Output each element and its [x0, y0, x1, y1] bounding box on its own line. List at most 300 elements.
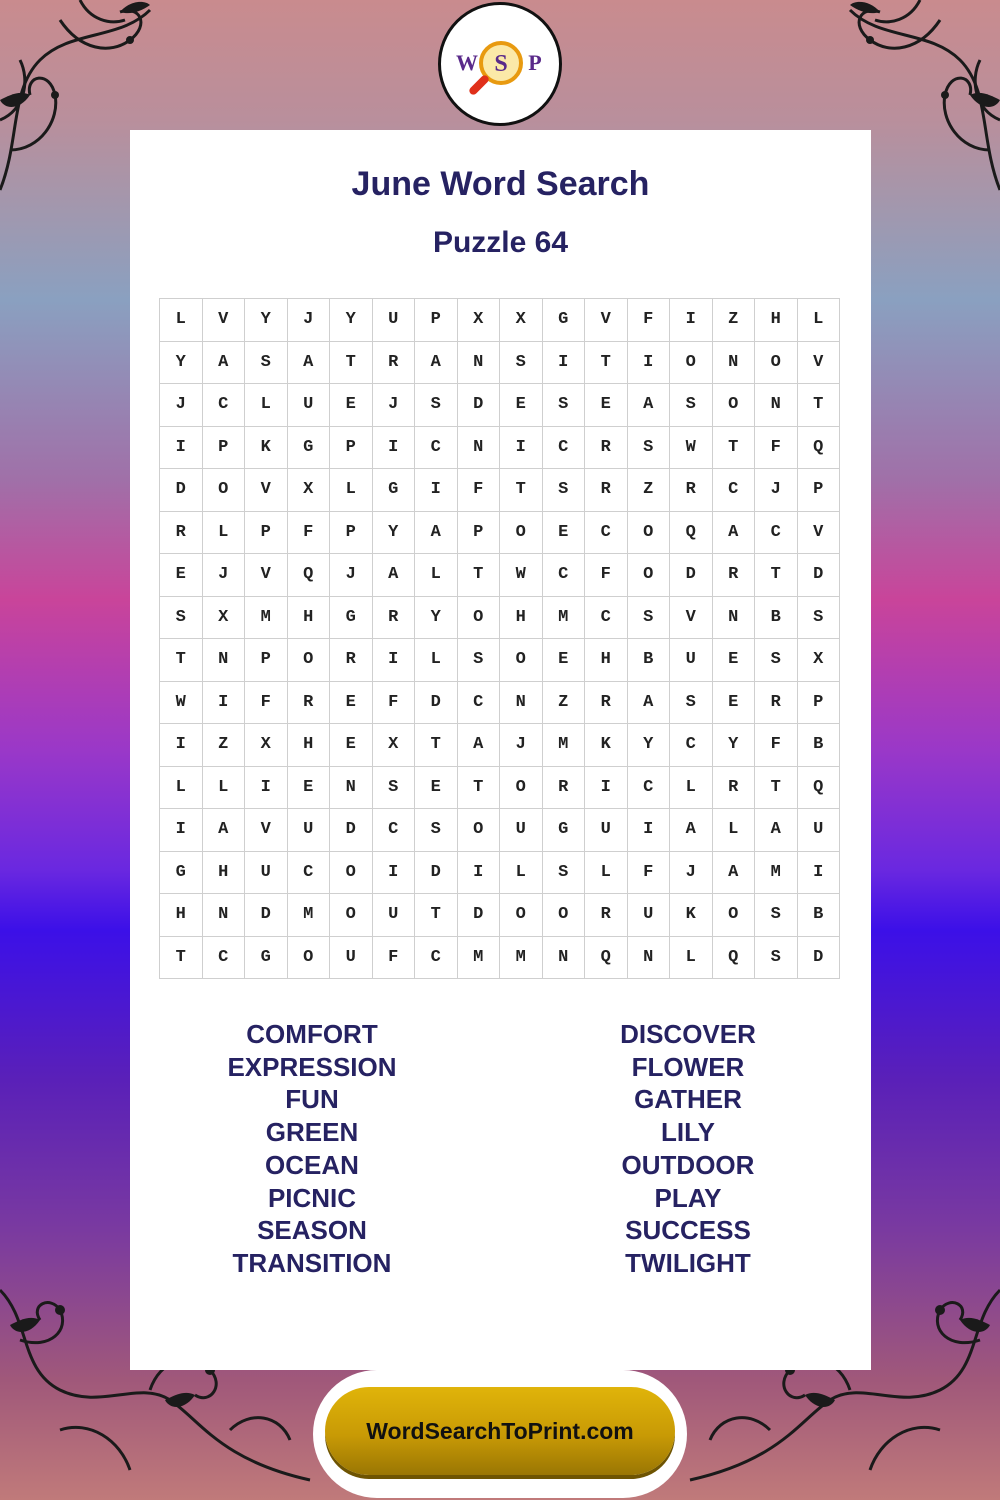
grid-cell[interactable]: I [202, 681, 245, 724]
word-item: LILY [661, 1117, 715, 1148]
grid-cell[interactable]: R [585, 681, 628, 724]
word-item: EXPRESSION [227, 1051, 397, 1082]
grid-cell[interactable]: U [287, 384, 330, 427]
grid-cell[interactable]: R [585, 426, 628, 469]
grid-cell[interactable]: W [670, 426, 713, 469]
grid-cell[interactable]: C [585, 511, 628, 554]
grid-cell[interactable]: L [500, 851, 543, 894]
word-item: FUN [285, 1084, 339, 1115]
grid-cell[interactable]: N [542, 936, 585, 979]
grid-cell[interactable]: S [755, 936, 798, 979]
word-item: SUCCESS [625, 1215, 751, 1246]
grid-cell[interactable]: H [287, 724, 330, 767]
grid-cell[interactable]: A [627, 384, 670, 427]
grid-cell[interactable]: D [457, 384, 500, 427]
grid-cell[interactable]: U [585, 809, 628, 852]
word-list-right [538, 1018, 838, 1280]
grid-cell[interactable]: O [330, 894, 373, 937]
grid-cell[interactable]: P [797, 681, 840, 724]
grid-row [160, 299, 840, 342]
grid-cell[interactable]: O [755, 341, 798, 384]
grid-row [160, 469, 840, 512]
grid-cell[interactable]: F [755, 724, 798, 767]
grid-cell[interactable]: U [797, 809, 840, 852]
grid-cell[interactable]: R [372, 596, 415, 639]
word-item: OUTDOOR [621, 1149, 755, 1180]
grid-cell[interactable]: W [500, 554, 543, 597]
grid-cell[interactable]: L [330, 469, 373, 512]
grid-cell[interactable]: X [500, 299, 543, 342]
grid-cell[interactable]: Z [712, 299, 755, 342]
grid-cell[interactable]: O [457, 596, 500, 639]
grid-cell[interactable]: L [202, 511, 245, 554]
grid-cell[interactable]: U [372, 299, 415, 342]
grid-cell[interactable]: M [245, 596, 288, 639]
grid-cell[interactable]: V [585, 299, 628, 342]
grid-cell[interactable]: T [755, 766, 798, 809]
grid-cell[interactable]: F [457, 469, 500, 512]
grid-cell[interactable]: S [542, 851, 585, 894]
grid-cell[interactable]: E [542, 639, 585, 682]
grid-cell[interactable]: S [670, 384, 713, 427]
grid-cell[interactable]: T [797, 384, 840, 427]
grid-cell[interactable]: M [542, 724, 585, 767]
grid-cell[interactable]: H [202, 851, 245, 894]
grid-cell[interactable]: X [245, 724, 288, 767]
grid-cell[interactable]: J [330, 554, 373, 597]
grid-row [160, 936, 840, 979]
magnifier-icon [441, 5, 559, 123]
grid-cell[interactable]: I [372, 426, 415, 469]
grid-cell[interactable]: X [457, 299, 500, 342]
grid-cell[interactable]: I [457, 851, 500, 894]
grid-cell[interactable]: S [627, 426, 670, 469]
grid-cell[interactable]: A [712, 511, 755, 554]
grid-cell[interactable]: C [372, 809, 415, 852]
grid-cell[interactable]: F [245, 681, 288, 724]
grid-cell[interactable]: Y [712, 724, 755, 767]
grid-cell[interactable]: C [415, 426, 458, 469]
grid-cell[interactable]: M [457, 936, 500, 979]
grid-cell[interactable]: T [712, 426, 755, 469]
grid-cell[interactable]: V [245, 554, 288, 597]
word-item: TWILIGHT [625, 1247, 751, 1278]
grid-cell[interactable]: G [287, 426, 330, 469]
grid-cell[interactable]: X [372, 724, 415, 767]
grid-cell[interactable]: P [330, 426, 373, 469]
site-url: WordSearchToPrint.com [366, 1417, 634, 1444]
grid-row [160, 511, 840, 554]
grid-cell[interactable]: F [755, 426, 798, 469]
grid-cell[interactable]: P [245, 639, 288, 682]
grid-cell[interactable]: I [500, 426, 543, 469]
grid-cell[interactable]: R [287, 681, 330, 724]
grid-cell[interactable]: H [160, 894, 203, 937]
grid-cell[interactable]: G [372, 469, 415, 512]
grid-cell[interactable]: O [712, 894, 755, 937]
grid-cell[interactable]: I [542, 341, 585, 384]
grid-cell[interactable]: U [670, 639, 713, 682]
grid-cell[interactable]: L [797, 299, 840, 342]
grid-cell[interactable]: E [712, 681, 755, 724]
grid-cell[interactable]: O [500, 766, 543, 809]
grid-cell[interactable]: P [330, 511, 373, 554]
grid-cell[interactable]: S [415, 384, 458, 427]
logo-letter-p: P [528, 50, 542, 75]
grid-cell[interactable]: F [627, 299, 670, 342]
grid-cell[interactable]: I [245, 766, 288, 809]
grid-cell[interactable]: I [627, 809, 670, 852]
grid-cell[interactable]: E [330, 724, 373, 767]
grid-cell[interactable]: O [712, 384, 755, 427]
grid-row [160, 894, 840, 937]
grid-cell[interactable]: T [585, 341, 628, 384]
word-item: PICNIC [267, 1182, 357, 1213]
puzzle-card [130, 130, 871, 1370]
grid-cell[interactable]: S [500, 341, 543, 384]
logo-letter-s: S [494, 51, 508, 77]
grid-cell[interactable]: L [160, 766, 203, 809]
grid-cell[interactable]: S [542, 384, 585, 427]
grid-cell[interactable]: D [670, 554, 713, 597]
grid-cell[interactable]: P [415, 299, 458, 342]
grid-cell[interactable]: R [160, 511, 203, 554]
grid-cell[interactable]: Q [712, 936, 755, 979]
grid-cell[interactable]: A [457, 724, 500, 767]
grid-cell[interactable]: S [627, 596, 670, 639]
grid-cell[interactable]: G [542, 299, 585, 342]
grid-cell[interactable]: C [202, 936, 245, 979]
grid-cell[interactable]: E [585, 384, 628, 427]
grid-cell[interactable]: C [542, 554, 585, 597]
grid-cell[interactable]: G [330, 596, 373, 639]
grid-cell[interactable]: L [712, 809, 755, 852]
site-badge [313, 1370, 687, 1498]
grid-cell[interactable]: R [712, 554, 755, 597]
grid-cell[interactable]: Y [245, 299, 288, 342]
word-item: COMFORT [246, 1019, 378, 1049]
grid-cell[interactable]: J [755, 469, 798, 512]
grid-cell[interactable]: T [457, 766, 500, 809]
grid-cell[interactable]: C [287, 851, 330, 894]
grid-cell[interactable]: D [245, 894, 288, 937]
grid-cell[interactable]: C [712, 469, 755, 512]
grid-cell[interactable]: O [500, 894, 543, 937]
grid-cell[interactable]: R [372, 341, 415, 384]
grid-cell[interactable]: E [160, 554, 203, 597]
grid-cell[interactable]: L [160, 299, 203, 342]
grid-cell[interactable]: S [670, 681, 713, 724]
grid-cell[interactable]: I [670, 299, 713, 342]
puzzle-subtitle: Puzzle 64 [432, 226, 569, 259]
grid-row [160, 426, 840, 469]
grid-cell[interactable]: E [500, 384, 543, 427]
grid-cell[interactable]: U [245, 851, 288, 894]
grid-cell[interactable]: U [500, 809, 543, 852]
grid-cell[interactable]: O [670, 341, 713, 384]
grid-cell[interactable]: N [712, 596, 755, 639]
grid-row [160, 681, 840, 724]
grid-cell[interactable]: D [457, 894, 500, 937]
word-item: PLAY [654, 1182, 722, 1213]
grid-cell[interactable]: U [330, 936, 373, 979]
grid-cell[interactable]: N [755, 384, 798, 427]
grid-cell[interactable]: N [627, 936, 670, 979]
word-item: GATHER [634, 1084, 742, 1115]
word-item: TRANSITION [232, 1247, 392, 1278]
grid-cell[interactable]: Y [160, 341, 203, 384]
grid-cell[interactable]: E [330, 681, 373, 724]
grid-cell[interactable]: C [415, 936, 458, 979]
grid-cell[interactable]: S [755, 639, 798, 682]
grid-cell[interactable]: R [755, 681, 798, 724]
grid-cell[interactable]: Q [670, 511, 713, 554]
grid-cell[interactable]: Q [585, 936, 628, 979]
grid-cell[interactable]: E [415, 766, 458, 809]
grid-cell[interactable]: X [797, 639, 840, 682]
grid-cell[interactable]: O [627, 554, 670, 597]
grid-cell[interactable]: O [202, 469, 245, 512]
word-list-left [162, 1018, 462, 1280]
grid-cell[interactable]: S [415, 809, 458, 852]
grid-cell[interactable]: C [457, 681, 500, 724]
grid-cell[interactable]: C [755, 511, 798, 554]
grid-cell[interactable]: L [415, 554, 458, 597]
grid-cell[interactable]: B [755, 596, 798, 639]
grid-cell[interactable]: A [755, 809, 798, 852]
grid-row [160, 809, 840, 852]
grid-cell[interactable]: F [585, 554, 628, 597]
grid-cell[interactable]: P [797, 469, 840, 512]
grid-cell[interactable]: A [670, 809, 713, 852]
grid-cell[interactable]: A [415, 341, 458, 384]
grid-cell[interactable]: N [457, 341, 500, 384]
word-item: SEASON [257, 1215, 367, 1246]
grid-cell[interactable]: I [372, 639, 415, 682]
grid-cell[interactable]: L [670, 936, 713, 979]
grid-cell[interactable]: R [330, 639, 373, 682]
grid-row [160, 724, 840, 767]
grid-cell[interactable]: S [245, 341, 288, 384]
grid-cell[interactable]: K [245, 426, 288, 469]
grid-cell[interactable]: A [202, 341, 245, 384]
grid-cell[interactable]: K [585, 724, 628, 767]
grid-cell[interactable]: T [330, 341, 373, 384]
grid-cell[interactable]: T [415, 894, 458, 937]
grid-cell[interactable]: C [202, 384, 245, 427]
grid-cell[interactable]: Z [202, 724, 245, 767]
grid-cell[interactable]: D [415, 851, 458, 894]
grid-cell[interactable]: J [670, 851, 713, 894]
grid-cell[interactable]: A [712, 851, 755, 894]
grid-cell[interactable]: U [287, 809, 330, 852]
grid-cell[interactable]: Y [627, 724, 670, 767]
grid-cell[interactable]: K [670, 894, 713, 937]
grid-cell[interactable]: L [415, 639, 458, 682]
grid-cell[interactable]: C [585, 596, 628, 639]
grid-cell[interactable]: A [202, 809, 245, 852]
site-link-button[interactable] [325, 1387, 675, 1475]
word-item: FLOWER [631, 1051, 745, 1082]
grid-cell[interactable]: M [755, 851, 798, 894]
grid-cell[interactable]: Y [330, 299, 373, 342]
grid-cell[interactable]: G [245, 936, 288, 979]
grid-cell[interactable]: T [457, 554, 500, 597]
grid-cell[interactable]: I [627, 341, 670, 384]
grid-cell[interactable]: M [287, 894, 330, 937]
grid-cell[interactable]: D [797, 936, 840, 979]
grid-cell[interactable]: X [287, 469, 330, 512]
grid-cell[interactable]: B [797, 894, 840, 937]
grid-cell[interactable]: H [755, 299, 798, 342]
grid-cell[interactable]: T [500, 469, 543, 512]
grid-cell[interactable]: E [330, 384, 373, 427]
grid-cell[interactable]: N [500, 681, 543, 724]
word-item: DISCOVER [620, 1019, 756, 1049]
grid-cell[interactable]: O [287, 639, 330, 682]
grid-cell[interactable]: P [245, 511, 288, 554]
grid-cell[interactable]: J [500, 724, 543, 767]
grid-cell[interactable]: O [330, 851, 373, 894]
grid-cell[interactable]: V [797, 341, 840, 384]
word-item: GREEN [265, 1117, 359, 1148]
grid-cell[interactable]: O [457, 809, 500, 852]
grid-cell[interactable]: I [160, 809, 203, 852]
grid-cell[interactable]: H [585, 639, 628, 682]
grid-cell[interactable]: S [797, 596, 840, 639]
grid-cell[interactable]: U [627, 894, 670, 937]
grid-cell[interactable]: L [202, 766, 245, 809]
grid-cell[interactable]: F [287, 511, 330, 554]
grid-cell[interactable]: R [585, 469, 628, 512]
grid-row [160, 384, 840, 427]
grid-cell[interactable]: Z [627, 469, 670, 512]
grid-cell[interactable]: Q [797, 766, 840, 809]
grid-cell[interactable]: T [160, 639, 203, 682]
grid-cell[interactable]: D [330, 809, 373, 852]
grid-cell[interactable]: H [500, 596, 543, 639]
grid-cell[interactable]: L [245, 384, 288, 427]
grid-cell[interactable]: G [160, 851, 203, 894]
grid-cell[interactable]: V [202, 299, 245, 342]
grid-cell[interactable]: N [202, 639, 245, 682]
grid-cell[interactable]: R [585, 894, 628, 937]
word-item: OCEAN [265, 1149, 359, 1180]
grid-cell[interactable]: T [415, 724, 458, 767]
grid-cell[interactable]: D [415, 681, 458, 724]
grid-cell[interactable]: S [542, 469, 585, 512]
grid-cell[interactable]: D [797, 554, 840, 597]
wsp-logo[interactable] [438, 2, 562, 126]
grid-cell[interactable]: V [797, 511, 840, 554]
grid-cell[interactable]: B [627, 639, 670, 682]
grid-cell[interactable]: Q [797, 426, 840, 469]
grid-cell[interactable]: B [797, 724, 840, 767]
grid-cell[interactable]: G [542, 809, 585, 852]
grid-cell[interactable]: I [160, 426, 203, 469]
grid-cell[interactable]: I [372, 851, 415, 894]
grid-cell[interactable]: C [670, 724, 713, 767]
grid-row [160, 639, 840, 682]
grid-cell[interactable]: A [415, 511, 458, 554]
grid-cell[interactable]: O [627, 511, 670, 554]
grid-cell[interactable]: M [542, 596, 585, 639]
grid-cell[interactable]: C [542, 426, 585, 469]
grid-row [160, 341, 840, 384]
grid-row [160, 554, 840, 597]
grid-cell[interactable]: E [542, 511, 585, 554]
grid-cell[interactable]: T [755, 554, 798, 597]
grid-cell[interactable]: E [287, 766, 330, 809]
grid-cell[interactable]: S [457, 639, 500, 682]
grid-cell[interactable]: Z [542, 681, 585, 724]
grid-cell[interactable]: H [287, 596, 330, 639]
grid-cell[interactable]: T [160, 936, 203, 979]
grid-cell[interactable]: F [627, 851, 670, 894]
grid-cell[interactable]: I [585, 766, 628, 809]
grid-cell[interactable]: O [500, 511, 543, 554]
grid-row [160, 851, 840, 894]
grid-cell[interactable]: F [372, 936, 415, 979]
grid-cell[interactable]: W [160, 681, 203, 724]
grid-cell[interactable]: O [500, 639, 543, 682]
grid-cell[interactable]: D [160, 469, 203, 512]
grid-cell[interactable]: F [372, 681, 415, 724]
grid-cell[interactable]: A [287, 341, 330, 384]
grid-row [160, 596, 840, 639]
grid-cell[interactable]: C [627, 766, 670, 809]
grid-cell[interactable]: J [160, 384, 203, 427]
grid-cell[interactable]: E [712, 639, 755, 682]
grid-cell[interactable]: L [670, 766, 713, 809]
grid-cell[interactable]: V [245, 809, 288, 852]
grid-cell[interactable]: V [245, 469, 288, 512]
grid-cell[interactable]: Y [415, 596, 458, 639]
grid-cell[interactable]: P [202, 426, 245, 469]
letter-grid [159, 298, 840, 979]
grid-cell[interactable]: S [755, 894, 798, 937]
grid-cell[interactable]: X [202, 596, 245, 639]
grid-cell[interactable]: Q [287, 554, 330, 597]
grid-cell[interactable]: O [542, 894, 585, 937]
grid-cell[interactable]: V [670, 596, 713, 639]
grid-cell[interactable]: Y [372, 511, 415, 554]
grid-cell[interactable]: O [287, 936, 330, 979]
grid-cell[interactable]: R [712, 766, 755, 809]
grid-cell[interactable]: A [627, 681, 670, 724]
grid-cell[interactable]: I [415, 469, 458, 512]
grid-cell[interactable]: S [372, 766, 415, 809]
grid-cell[interactable]: A [372, 554, 415, 597]
grid-cell[interactable]: N [202, 894, 245, 937]
grid-cell[interactable]: N [330, 766, 373, 809]
grid-cell[interactable]: M [500, 936, 543, 979]
grid-cell[interactable]: J [372, 384, 415, 427]
puzzle-title: June Word Search [351, 165, 650, 203]
grid-cell[interactable]: J [202, 554, 245, 597]
grid-cell[interactable]: I [797, 851, 840, 894]
grid-cell[interactable]: P [457, 511, 500, 554]
grid-cell[interactable]: N [457, 426, 500, 469]
grid-cell[interactable]: R [542, 766, 585, 809]
grid-cell[interactable]: J [287, 299, 330, 342]
grid-cell[interactable]: S [160, 596, 203, 639]
grid-cell[interactable]: U [372, 894, 415, 937]
grid-cell[interactable]: L [585, 851, 628, 894]
grid-cell[interactable]: N [712, 341, 755, 384]
grid-cell[interactable]: I [160, 724, 203, 767]
grid-cell[interactable]: R [670, 469, 713, 512]
